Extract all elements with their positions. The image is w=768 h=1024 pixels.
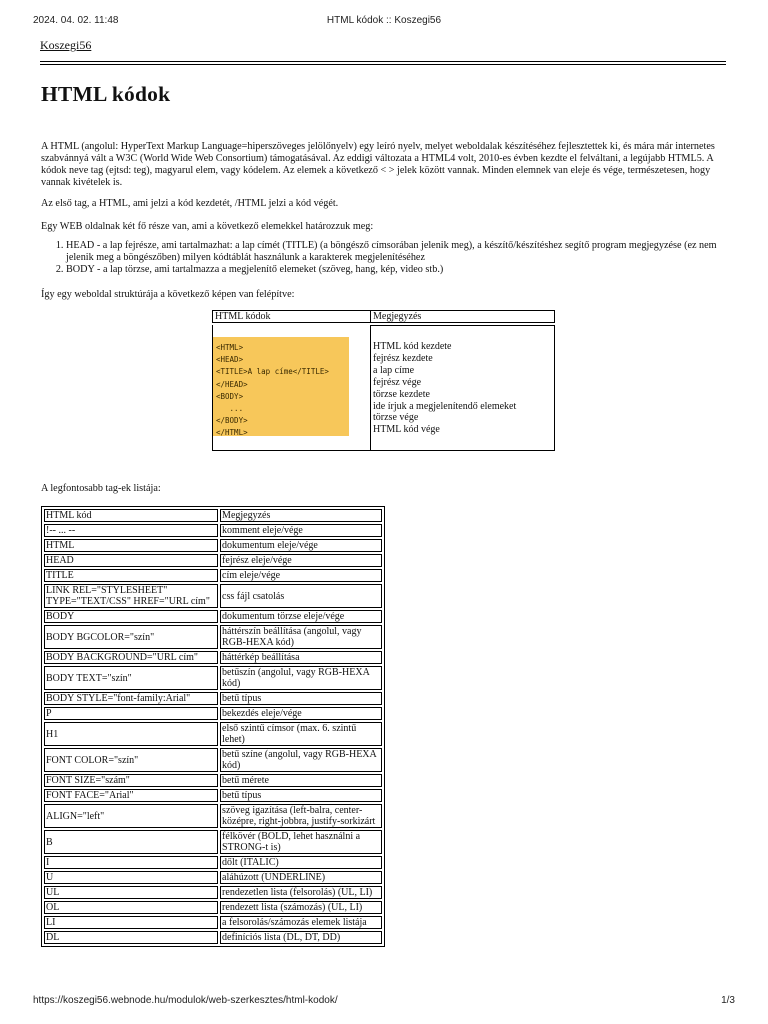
print-datetime: 2024. 04. 02. 11:48: [33, 15, 119, 26]
table-row: [44, 692, 382, 705]
tag-code-cell: OL: [44, 901, 218, 914]
tag-code-cell: !-- ... --: [44, 524, 218, 537]
tag-code-cell: P: [44, 707, 218, 720]
note-line: törzse kezdete: [373, 388, 430, 400]
note-line: a lap címe: [373, 364, 415, 376]
paragraph-tag-list: A legfontosabb tag-ek listája:: [41, 483, 161, 494]
print-footer: [0, 995, 768, 1009]
tag-note-cell: dőlt (ITALIC): [220, 856, 382, 869]
tag-code-cell: DL: [44, 931, 218, 944]
tag-note-cell: definíciós lista (DL, DT, DD): [220, 931, 382, 944]
print-page-number: 1/3: [721, 995, 735, 1006]
tag-code-cell: H1: [44, 722, 218, 746]
tag-code-cell: FONT COLOR="szín": [44, 748, 218, 772]
code-line: <HEAD>: [216, 355, 244, 365]
table-row: [44, 584, 382, 608]
tag-note-cell: első szintű címsor (max. 6. szintű lehet): [220, 722, 382, 746]
note-line: HTML kód kezdete: [373, 341, 452, 352]
table-row: [44, 651, 382, 664]
print-header: [0, 15, 768, 29]
list-item: 1. HEAD - a lap fejrésze, ami tartalmazhat: a lap címét (TITLE) (a böngésző címsorában jelenik meg), a készítő/készítéshez segítő program megjegyzése (ez nem jelenik meg a böngészőben) milyen kódtáblát használunk a karakterek megjelenítéséhez: [66, 240, 726, 264]
tag-code-cell: LI: [44, 916, 218, 929]
tag-code-cell: I: [44, 856, 218, 869]
table-row: [44, 666, 382, 690]
paragraph-html-tag: Az első tag, a HTML, ami jelzi a kód kezdetét, /HTML jelzi a kód végét.: [41, 198, 339, 209]
table-row: [44, 789, 382, 802]
tag-note-cell: szöveg igazítása (left-balra, center-középre, right-jobbra, justify-sorkizárt: [220, 804, 382, 828]
note-line: fejrész kezdete: [373, 352, 433, 364]
tag-note-cell: rendezetlen lista (felsorolás) (UL, LI): [220, 886, 382, 899]
paragraph-structure: Így egy weboldal struktúrája a következő képen van felépítve:: [41, 289, 295, 300]
tag-code-cell: UL: [44, 886, 218, 899]
note-line: HTML kód vége: [373, 424, 440, 436]
tag-code-cell: ALIGN="left": [44, 804, 218, 828]
tags-table: [41, 506, 385, 947]
structure-header-notes: Megjegyzés: [370, 310, 555, 323]
tag-note-cell: fejrész eleje/vége: [220, 554, 382, 567]
tag-code-cell: B: [44, 830, 218, 854]
header-cell: Megjegyzés: [220, 509, 382, 522]
list-item: 2. BODY - a lap törzse, ami tartalmazza a megjelenítő elemeket (szöveg, hang, kép, video stb.): [66, 264, 726, 276]
page-content: [40, 36, 727, 943]
print-title: HTML kódok :: Koszegi56: [326, 15, 442, 26]
tag-code-cell: BODY: [44, 610, 218, 623]
tag-note-cell: dokumentum eleje/vége: [220, 539, 382, 552]
note-line: ide írjuk a megjelenítendő elemeket: [373, 400, 517, 412]
table-row: [44, 856, 382, 869]
table-row: [44, 539, 382, 552]
note-line: törzse vége: [373, 412, 419, 424]
structure-code-cell: [212, 325, 371, 451]
table-row: [44, 569, 382, 582]
structure-table: [212, 310, 555, 452]
note-line: fejrész vége: [373, 376, 422, 388]
code-line: <TITLE>A lap címe</TITLE>: [216, 367, 329, 377]
tag-note-cell: rendezett lista (számozás) (UL, LI): [220, 901, 382, 914]
table-row: [44, 625, 382, 649]
tag-note-cell: betű típus: [220, 789, 382, 802]
tag-code-cell: LINK REL="STYLESHEET" TYPE="TEXT/CSS" HREF="URL cím": [44, 584, 218, 608]
tag-code-cell: HTML: [44, 539, 218, 552]
tag-code-cell: BODY TEXT="szín": [44, 666, 218, 690]
tag-code-cell: BODY BACKGROUND="URL cím": [44, 651, 218, 664]
tag-code-cell: FONT FACE="Arial": [44, 789, 218, 802]
tag-code-cell: HEAD: [44, 554, 218, 567]
table-row: [44, 524, 382, 537]
tag-note-cell: dokumentum törzse eleje/vége: [220, 610, 382, 623]
table-row: [44, 554, 382, 567]
tag-note-cell: betű típus: [220, 692, 382, 705]
tag-code-cell: FONT SIZE="szám": [44, 774, 218, 787]
table-row: [44, 931, 382, 944]
tag-note-cell: betű színe (angolul, vagy RGB-HEXA kód): [220, 748, 382, 772]
table-row: [44, 707, 382, 720]
code-line: </BODY>: [216, 416, 248, 426]
code-line: <HTML>: [216, 343, 244, 352]
tag-note-cell: háttérszín beállítása (angolul, vagy RGB-HEXA kód): [220, 625, 382, 649]
divider: [40, 61, 726, 62]
tag-note-cell: aláhúzott (UNDERLINE): [220, 871, 382, 884]
tag-note-cell: bekezdés eleje/vége: [220, 707, 382, 720]
code-line: ...: [216, 404, 244, 414]
tag-note-cell: betű mérete: [220, 774, 382, 787]
code-line: </HEAD>: [216, 379, 248, 389]
tag-note-cell: háttérkép beállítása: [220, 651, 382, 664]
tag-note-cell: cím eleje/vége: [220, 569, 382, 582]
structure-notes-cell: [370, 325, 555, 451]
divider: [40, 64, 726, 65]
code-example: [213, 337, 349, 436]
print-url: https://koszegi56.webnode.hu/modulok/web-szerkesztes/html-kodok/: [33, 995, 338, 1006]
tag-code-cell: U: [44, 871, 218, 884]
tag-note-cell: betűszín (angolul, vagy RGB-HEXA kód): [220, 666, 382, 690]
tag-note-cell: félkövér (BOLD, lehet használni a STRONG-t is): [220, 830, 382, 854]
table-row: [44, 916, 382, 929]
header-cell: HTML kód: [44, 509, 218, 522]
tag-note-cell: a felsorolás/számozás elemek listája: [220, 916, 382, 929]
tag-code-cell: BODY STYLE="font-family:Arial": [44, 692, 218, 705]
table-row: [44, 774, 382, 787]
tag-note-cell: komment eleje/vége: [220, 524, 382, 537]
tag-code-cell: BODY BGCOLOR="szín": [44, 625, 218, 649]
table-row: [44, 901, 382, 914]
table-header-row: [44, 509, 382, 522]
table-row: [44, 748, 382, 772]
table-row: [44, 886, 382, 899]
page-title: HTML kódok: [41, 82, 171, 106]
code-line: </HTML>: [216, 428, 248, 438]
code-line: <BODY>: [216, 391, 244, 401]
table-row: [44, 804, 382, 828]
paragraph-page-parts: Egy WEB oldalnak két fő része van, ami a következő elemekkel határozzuk meg:: [41, 221, 374, 232]
structure-header-code: HTML kódok: [212, 310, 371, 323]
table-row: [44, 830, 382, 854]
site-home-link[interactable]: Koszegi56: [40, 38, 92, 52]
table-row: [44, 871, 382, 884]
page-parts-list: [41, 240, 726, 276]
table-row: [44, 722, 382, 746]
table-row: [44, 610, 382, 623]
intro-paragraph: A HTML (angolul: HyperText Markup Language=hiperszöveges jelölőnyelv) egy leíró nyelv, melyet weboldalak készítéséhez fejlesztettek ki, és mára már internetes szabvánnyá vált a W3C (World Wide Web Consortium) támogatásával. Az eddigi változata a HTML4 volt, 2010-es évben kezdte el felváltani, a legújabb HTML5. A kódok neve tag (ejtsd: teg), magyarul elem, vagy kódelem. Az elemek a következő < > jelek között vannak. Minden elemnek van eleje és vége, természetesen, hogy vannak kivételek is.: [41, 141, 715, 188]
tag-code-cell: TITLE: [44, 569, 218, 582]
tag-note-cell: css fájl csatolás: [220, 584, 382, 608]
